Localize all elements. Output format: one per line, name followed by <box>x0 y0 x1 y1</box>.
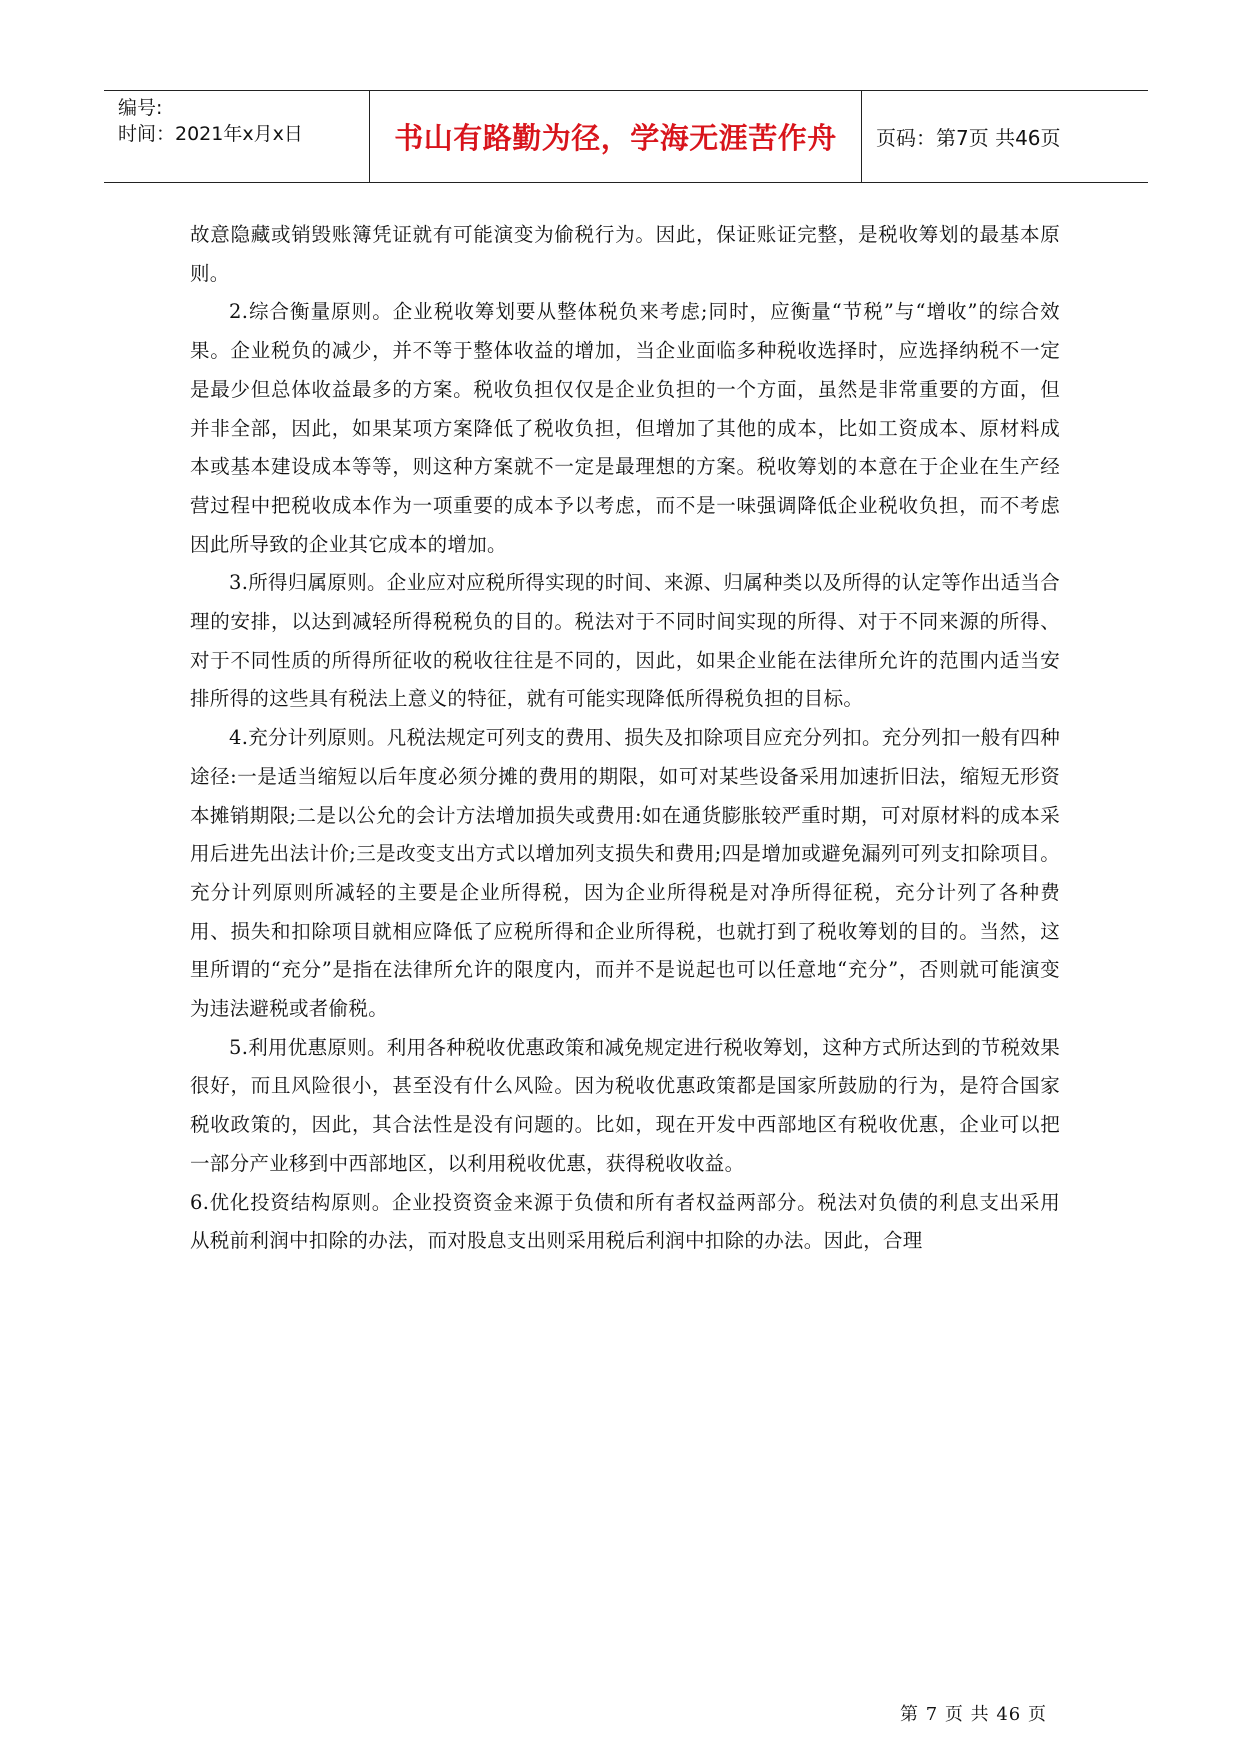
motto-text: 书山有路勤为径，学海无涯苦作舟 <box>394 121 837 155</box>
header-page-cell <box>862 91 1148 182</box>
header-info-cell <box>104 91 370 182</box>
header-motto-cell <box>370 91 862 182</box>
paragraph-preference-principle: 5.利用优惠原则。利用各种税收优惠政策和减免规定进行税收筹划，这种方式所达到的节税效果很好，而且风险很小，甚至没有什么风险。因为税收优惠政策都是国家所鼓励的行为，是符合国家税收政策的，因此，其合法性是没有问题的。比如，现在开发中西部地区有税收优惠，企业可以把一部分产业移到中西部地区，以利用税收优惠，获得税收收益。 <box>190 1035 1061 1175</box>
paragraph-income-attribution-principle: 3.所得归属原则。企业应对应税所得实现的时间、来源、归属种类以及所得的认定等作出适当合理的安排，以达到减轻所得税税负的目的。税法对于不同时间实现的所得、对于不同来源的所得、对于不同性质的所得所征收的税收往往是不同的，因此，如果企业能在法律所允许的范围内适当安排所得的这些具有税法上意义的特征，就有可能实现降低所得税负担的目标。 <box>190 571 1061 711</box>
document-body <box>190 216 1060 1261</box>
paragraph-investment-structure-principle: 6.优化投资结构原则。企业投资资金来源于负债和所有者权益两部分。税法对负债的利息支出采用从税前利润中扣除的办法，而对股息支出则采用税后利润中扣除的办法。因此，合理 <box>190 1190 1060 1253</box>
serial-label: 编号: <box>118 97 163 119</box>
time-label: 时间：2021年x月x日 <box>118 123 303 145</box>
paragraph-comprehensive-principle: 2.综合衡量原则。企业税收筹划要从整体税负来考虑;同时，应衡量“节税”与“增收”的综合效果。企业税负的减少，并不等于整体收益的增加，当企业面临多种税收选择时，应选择纳税不一定是最少但总体收益最多的方案。税收负担仅仅是企业负担的一个方面，虽然是非常重要的方面，但并非全部，因此，如果某项方案降低了税收负担，但增加了其他的成本，比如工资成本、原材料成本或基本建设成本等等，则这种方案就不一定是最理想的方案。税收筹划的本意在于企业在生产经营过程中把税收成本作为一项重要的成本予以考虑，而不是一味强调降低企业税收负担，而不考虑因此所导致的企业其它成本的增加。 <box>190 300 1060 556</box>
page-label: 页码：第7页 共46页 <box>876 126 1061 150</box>
paragraph-continued: 故意隐藏或销毁账簿凭证就有可能演变为偷税行为。因此，保证账证完整，是税收筹划的最基本原则。 <box>190 223 1060 285</box>
paragraph-full-deduction-principle: 4.充分计列原则。凡税法规定可列支的费用、损失及扣除项目应充分列扣。充分列扣一般有四种途径:一是适当缩短以后年度必须分摊的费用的期限，如可对某些设备采用加速折旧法，缩短无形资本摊销期限;二是以公允的会计方法增加损失或费用:如在通货膨胀较严重时期，可对原材料的成本采用后进先出法计价;三是改变支出方式以增加列支损失和费用;四是增加或避免漏列可列支扣除项目。充分计列原则所减轻的主要是企业所得税，因为企业所得税是对净所得征税，充分计列了各种费用、损失和扣除项目就相应降低了应税所得和企业所得税，也就打到了税收筹划的目的。当然，这里所谓的“充分”是指在法律所允许的限度内，而并不是说起也可以任意地“充分”，否则就可能演变为违法避税或者偷税。 <box>190 726 1061 1021</box>
document-header <box>104 90 1148 183</box>
page-footer: 第 7 页 共 46 页 <box>900 1704 1047 1725</box>
